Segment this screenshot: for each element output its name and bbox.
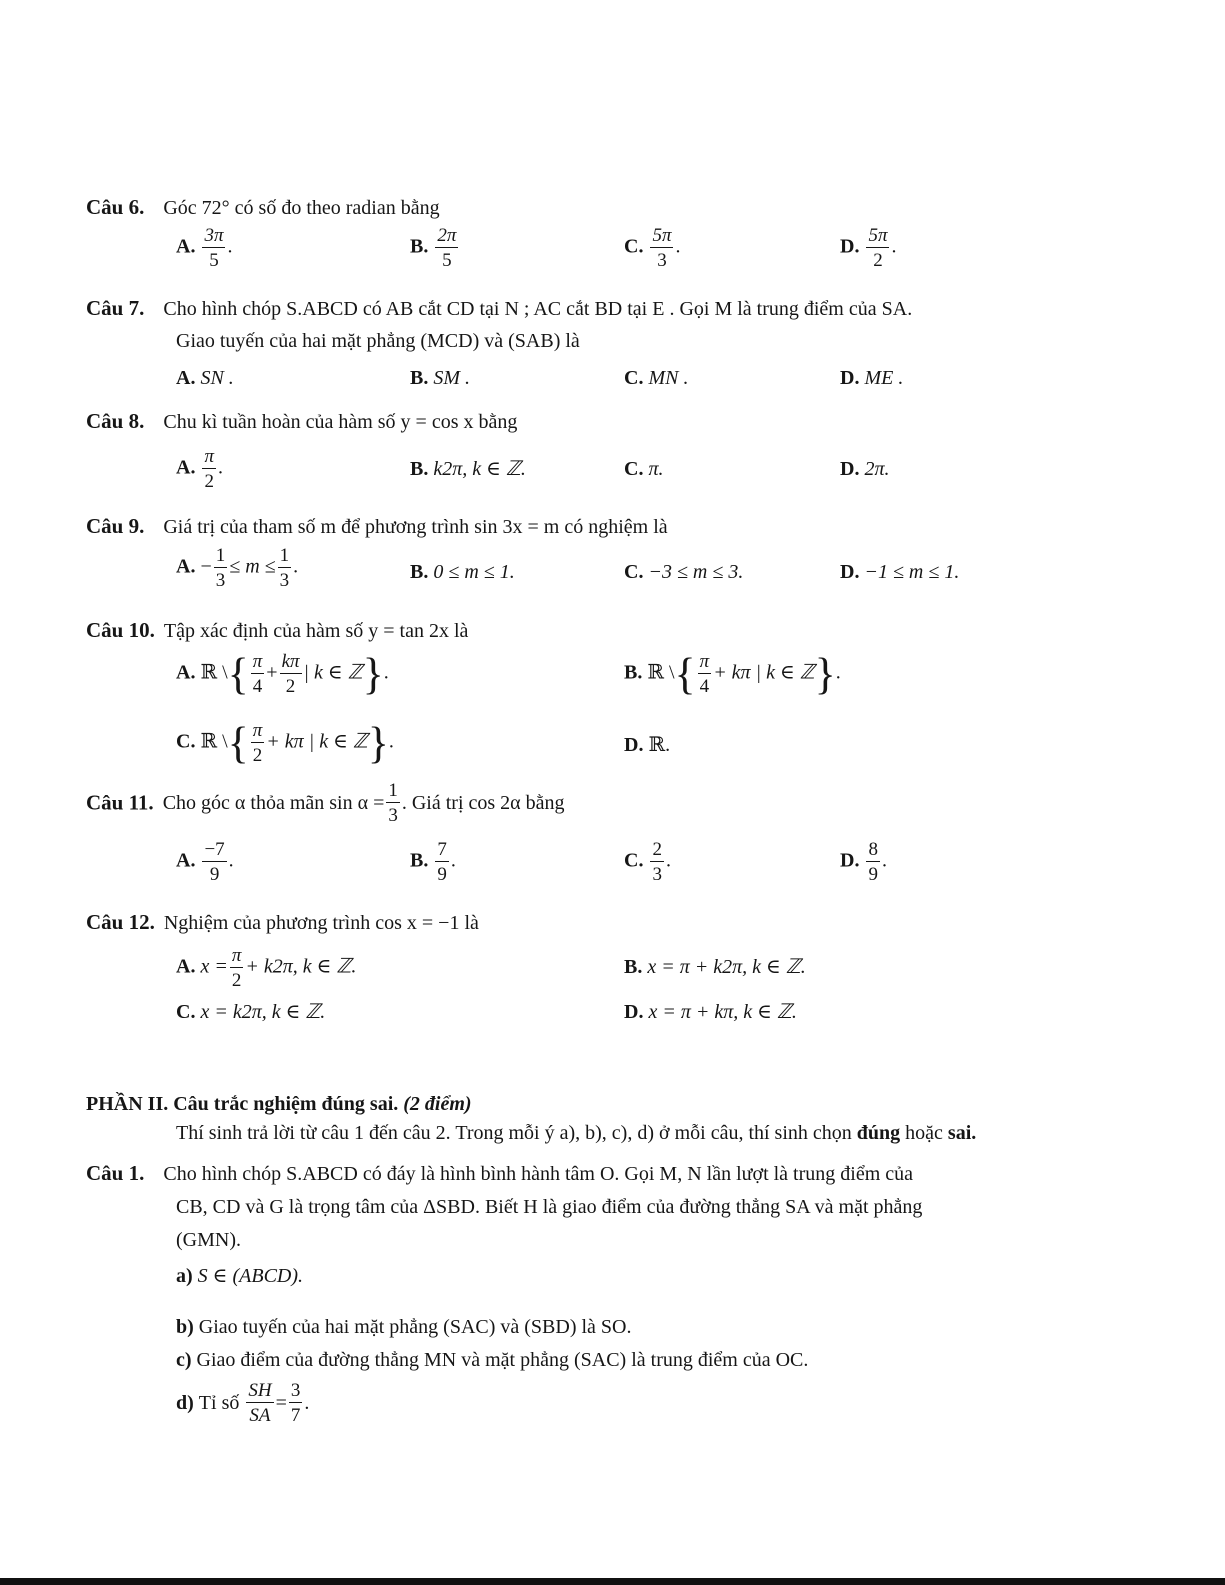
q7-option-d[interactable]: D. ME . xyxy=(840,367,904,389)
question-text: Chu kì tuần hoàn của hàm số y = cos x bằng xyxy=(163,411,518,433)
fraction: $\frac{2\pi}{5}$ xyxy=(437,225,457,271)
part-points: (2 điểm) xyxy=(403,1093,472,1115)
q10-option-b[interactable]: B. ℝ \{ $\frac{\pi}{4}$ + kπ | k ∈ ℤ}. xyxy=(624,649,841,699)
q6-option-b[interactable]: B. $\frac{2\pi}{5}$ xyxy=(410,225,457,271)
q9-option-b[interactable]: B. 0 ≤ m ≤ 1. xyxy=(410,561,515,583)
question-11: Câu 11. Cho góc α thỏa mãn sin α = $\frac{1}{3}$ . Giá trị cos 2α bằng xyxy=(86,780,565,826)
question-8 xyxy=(86,411,517,432)
q9-option-c[interactable]: C. −3 ≤ m ≤ 3. xyxy=(624,561,744,583)
question-text: Tập xác định của hàm số y = tan 2x là xyxy=(163,620,469,642)
question-7 xyxy=(86,298,912,319)
question-label: Câu 6. xyxy=(86,195,145,219)
q11-option-c[interactable]: C. $\frac{2}{3}$ . xyxy=(624,839,671,885)
fraction: $\frac{5\pi}{3}$ xyxy=(652,225,672,271)
q11-option-d[interactable]: D. $\frac{8}{9}$ . xyxy=(840,839,887,885)
q11-option-a[interactable]: A. $\frac{-7}{9}$ . xyxy=(176,839,234,885)
statement-b[interactable]: b) Giao tuyến của hai mặt phẳng (SAC) và (SBD) là SO. xyxy=(176,1316,632,1338)
statement-a[interactable]: a) S ∈ (ABCD). xyxy=(176,1265,304,1287)
q10-option-c[interactable]: C. ℝ \{ $\frac{\pi}{2}$ + kπ | k ∈ ℤ}. xyxy=(176,718,394,768)
fraction: $\frac{\pi}{4}$ xyxy=(699,651,710,697)
fraction: $\frac{\pi}{2}$ xyxy=(252,720,263,766)
fraction: $\frac{8}{9}$ xyxy=(868,839,878,885)
q7-option-c[interactable]: C. MN . xyxy=(624,367,689,389)
part-2-instructions: Thí sinh trả lời từ câu 1 đến câu 2. Trong mỗi ý a), b), c), d) ở mỗi câu, thí sinh chọn đúng hoặc sai. xyxy=(176,1122,977,1144)
part2-question-1-line3: (GMN). xyxy=(176,1229,241,1251)
question-6 xyxy=(86,197,440,218)
question-12 xyxy=(86,912,479,933)
fraction: $\frac{SH}{SA}$ xyxy=(248,1380,272,1426)
question-text: Giá trị của tham số m để phương trình sin 3x = m có nghiệm là xyxy=(163,516,668,538)
q8-option-c[interactable]: C. π. xyxy=(624,458,664,480)
question-label: Câu 11. xyxy=(86,790,154,815)
q12-option-c[interactable]: C. x = k2π, k ∈ ℤ. xyxy=(176,1001,326,1023)
question-label: Câu 9. xyxy=(86,514,145,538)
q6-option-c[interactable]: C. $\frac{5\pi}{3}$ . xyxy=(624,225,681,271)
fraction: $\frac{\pi}{4}$ xyxy=(252,651,263,697)
q9-option-d[interactable]: D. −1 ≤ m ≤ 1. xyxy=(840,561,960,583)
part2-question-1 xyxy=(86,1163,913,1184)
q10-option-a[interactable]: A. ℝ \{ $\frac{\pi}{4}$ + $\frac{k\pi}{2}$ | k ∈ ℤ}. xyxy=(176,649,389,699)
part-title: PHẦN II. Câu trắc nghiệm đúng sai. xyxy=(86,1093,399,1115)
question-text: Nghiệm của phương trình cos x = −1 là xyxy=(163,912,479,934)
fraction: $\frac{3}{7}$ xyxy=(290,1380,301,1426)
fraction: $\frac{7}{9}$ xyxy=(437,839,447,885)
fraction: $\frac{5\pi}{2}$ xyxy=(868,225,888,271)
page-bottom-border xyxy=(0,1578,1225,1585)
question-text: Cho hình chóp S.ABCD có AB cắt CD tại N ; AC cắt BD tại E . Gọi M là trung điểm của SA. xyxy=(163,298,913,320)
q7-option-b[interactable]: B. SM . xyxy=(410,367,471,389)
statement-c[interactable]: c) Giao điểm của đường thẳng MN và mặt phẳng (SAC) là trung điểm của OC. xyxy=(176,1349,809,1371)
q6-option-a[interactable]: A. $\frac{3\pi}{5}$ . xyxy=(176,225,233,271)
q8-option-d[interactable]: D. 2π. xyxy=(840,458,890,480)
fraction: $\frac{1}{3}$ xyxy=(215,545,226,591)
question-label: Câu 7. xyxy=(86,296,145,320)
q11-option-b[interactable]: B. $\frac{7}{9}$ . xyxy=(410,839,456,885)
q7-option-a[interactable]: A. SN . xyxy=(176,367,234,389)
question-text: Cho hình chóp S.ABCD có đáy là hình bình hành tâm O. Gọi M, N lần lượt là trung điểm của xyxy=(163,1163,914,1185)
q8-option-a[interactable]: A. $\frac{\pi}{2}$ . xyxy=(176,446,223,492)
question-7-line2: Giao tuyến của hai mặt phẳng (MCD) và (SAB) là xyxy=(176,330,580,352)
part-2-heading xyxy=(86,1094,472,1114)
question-9 xyxy=(86,516,668,537)
question-10 xyxy=(86,620,468,641)
fraction: $\frac{1}{3}$ xyxy=(388,780,398,826)
fraction: $\frac{\pi}{2}$ xyxy=(231,945,242,991)
fraction: $\frac{1}{3}$ xyxy=(279,545,290,591)
q9-option-a[interactable]: A. − $\frac{1}{3}$ ≤ m ≤ $\frac{1}{3}$ . xyxy=(176,545,299,591)
q10-option-d[interactable]: D. ℝ. xyxy=(624,734,671,756)
part2-question-1-line2: CB, CD và G là trọng tâm của ΔSBD. Biết H là giao điểm của đường thẳng SA và mặt phẳng xyxy=(176,1196,923,1218)
fraction: $\frac{k\pi}{2}$ xyxy=(281,651,300,697)
fraction: $\frac{\pi}{2}$ xyxy=(204,446,214,492)
question-label: Câu 10. xyxy=(86,618,155,642)
question-text: Cho góc α thỏa mãn sin α = xyxy=(162,792,385,814)
question-label: Câu 8. xyxy=(86,409,145,433)
fraction: $\frac{2}{3}$ xyxy=(652,839,662,885)
statement-d[interactable]: d) Tỉ số $\frac{SH}{SA}$ = $\frac{3}{7}$ . xyxy=(176,1380,310,1426)
question-text: Góc 72° có số đo theo radian bằng xyxy=(163,197,440,219)
q12-option-a[interactable]: A. x = $\frac{\pi}{2}$ + k2π, k ∈ ℤ. xyxy=(176,945,357,991)
q6-option-d[interactable]: D. $\frac{5\pi}{2}$ . xyxy=(840,225,897,271)
q12-option-b[interactable]: B. x = π + k2π, k ∈ ℤ. xyxy=(624,956,806,978)
question-label: Câu 1. xyxy=(86,1161,145,1185)
fraction: $\frac{-7}{9}$ xyxy=(204,839,225,885)
q8-option-b[interactable]: B. k2π, k ∈ ℤ. xyxy=(410,458,526,480)
q12-option-d[interactable]: D. x = π + kπ, k ∈ ℤ. xyxy=(624,1001,797,1023)
fraction: $\frac{3\pi}{5}$ xyxy=(204,225,224,271)
question-label: Câu 12. xyxy=(86,910,155,934)
